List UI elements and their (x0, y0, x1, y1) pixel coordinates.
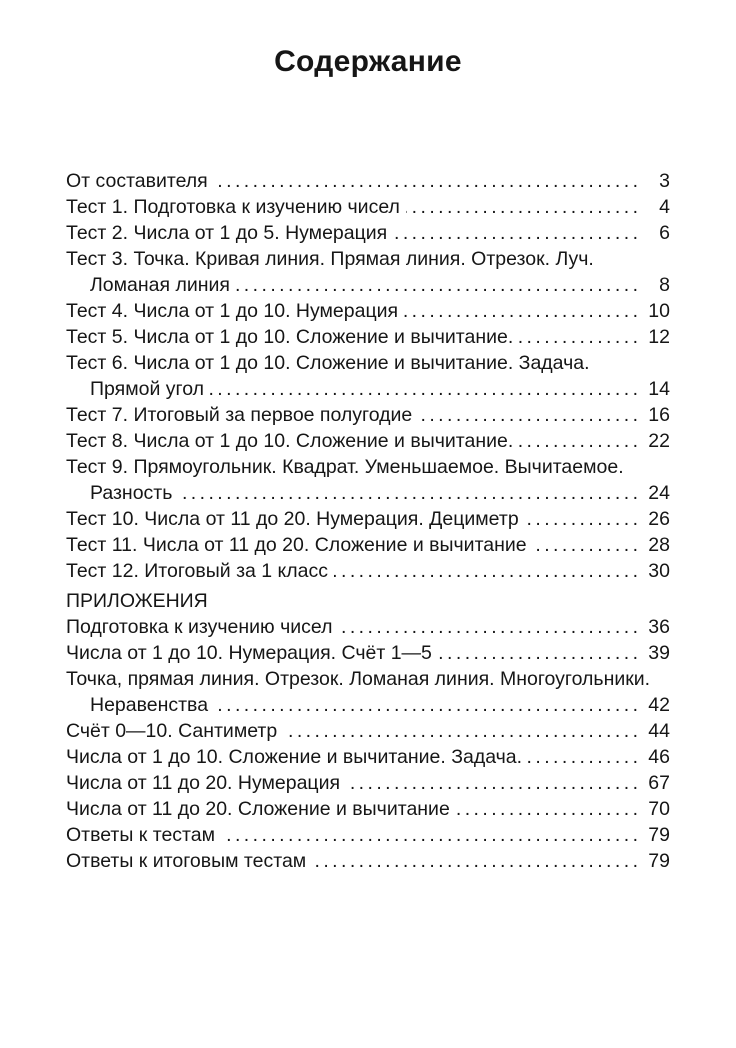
page-number: 22 (648, 430, 670, 452)
page-number: 79 (648, 850, 670, 872)
page-number: 12 (648, 326, 670, 348)
dot-leader (210, 376, 638, 402)
toc-entry-continuation (66, 692, 670, 718)
toc-entry-line (66, 454, 670, 480)
page-number: 70 (648, 798, 670, 820)
entry-text: Тест 12. Итоговый за 1 класс (66, 560, 329, 582)
entry-text: Тест 9. Прямоугольник. Квадрат. Уменьшаемое. Вычитаемое. (66, 456, 624, 478)
entry-text: Тест 6. Числа от 1 до 10. Сложение и вычитание. Задача. (66, 352, 590, 374)
dot-leader (178, 480, 638, 506)
entry-text: Числа от 11 до 20. Сложение и вычитание (66, 798, 450, 820)
page-number: 10 (648, 300, 670, 322)
entry-text: Ломаная линия (90, 274, 230, 296)
entry-text: Тест 7. Итоговый за первое полугодие (66, 404, 413, 426)
toc-entry-line (66, 770, 670, 796)
toc-entry-continuation (66, 272, 670, 298)
entry-text: Подготовка к изучению чисел (66, 616, 333, 638)
page-number: 79 (648, 824, 670, 846)
toc-entry-line (66, 718, 670, 744)
toc-entry-line (66, 220, 670, 246)
entry-text: Ответы к тестам (66, 824, 216, 846)
page-number: 44 (648, 720, 670, 742)
toc-entry-line (66, 324, 670, 350)
dot-leader (525, 506, 638, 532)
dot-leader (334, 558, 638, 584)
entry-text: Ответы к итоговым тестам (66, 850, 307, 872)
dot-leader (406, 194, 638, 220)
entry-text: Тест 2. Числа от 1 до 5. Нумерация (66, 222, 388, 244)
toc-entry-line (66, 298, 670, 324)
entry-text: Числа от 1 до 10. Нумерация. Счёт 1—5 (66, 642, 432, 664)
dot-leader (404, 298, 638, 324)
toc-entry-line (66, 194, 670, 220)
entry-text: Тест 3. Точка. Кривая линия. Прямая линия. Отрезок. Луч. (66, 248, 594, 270)
toc-list (66, 168, 670, 874)
toc-entry-line (66, 640, 670, 666)
entry-text: Тест 8. Числа от 1 до 10. Сложение и вычитание. (66, 430, 514, 452)
page-number: 30 (648, 560, 670, 582)
toc-entry-line (66, 822, 670, 848)
toc-entry-line (66, 506, 670, 532)
dot-leader (346, 770, 638, 796)
toc-entry-continuation (66, 376, 670, 402)
dot-leader (283, 718, 638, 744)
dot-leader (338, 614, 638, 640)
toc-entry-line (66, 848, 670, 874)
dot-leader (214, 168, 638, 194)
entry-text: Неравенства (90, 694, 209, 716)
toc-entry-line (66, 350, 670, 376)
toc-entry-continuation (66, 480, 670, 506)
entry-text: От составителя (66, 170, 208, 192)
entry-text: Прямой угол (90, 378, 204, 400)
page-number: 28 (648, 534, 670, 556)
dot-leader (456, 796, 638, 822)
page-number: 36 (648, 616, 670, 638)
toc-entry-line (66, 666, 670, 692)
dot-leader (418, 402, 638, 428)
entry-text: Точка, прямая линия. Отрезок. Ломаная линия. Многоугольники. (66, 668, 651, 690)
page-number: 46 (648, 746, 670, 768)
toc-entry-line (66, 744, 670, 770)
page-number: 42 (648, 694, 670, 716)
page-number: 39 (648, 642, 670, 664)
page-number: 14 (648, 378, 670, 400)
toc-entry-line (66, 168, 670, 194)
page-number: 16 (648, 404, 670, 426)
page-number: 6 (659, 222, 670, 244)
entry-text: Тест 1. Подготовка к изучению чисел (66, 196, 400, 218)
dot-leader (214, 692, 638, 718)
section-header-prilozheniya (66, 588, 670, 614)
entry-text: Тест 5. Числа от 1 до 10. Сложение и вычитание. (66, 326, 514, 348)
toc-entry-line (66, 532, 670, 558)
page-number: 3 (659, 170, 670, 192)
entry-text: Тест 10. Числа от 11 до 20. Нумерация. Дециметр (66, 508, 519, 530)
toc-entry-line (66, 428, 670, 454)
page-number: 8 (659, 274, 670, 296)
toc-entry-line (66, 246, 670, 272)
dot-leader (312, 848, 638, 874)
section-header-text: ПРИЛОЖЕНИЯ (66, 590, 208, 612)
entry-text: Тест 4. Числа от 1 до 10. Нумерация (66, 300, 399, 322)
entry-text: Числа от 11 до 20. Нумерация (66, 772, 341, 794)
page-number: 67 (648, 772, 670, 794)
dot-leader (393, 220, 638, 246)
entry-text: Счёт 0—10. Сантиметр (66, 720, 278, 742)
dot-leader (221, 822, 638, 848)
toc-entry-line (66, 796, 670, 822)
toc-entry-line (66, 558, 670, 584)
page-title: Содержание (274, 45, 462, 78)
entry-text: Тест 11. Числа от 11 до 20. Сложение и вычитание (66, 534, 527, 556)
page-number: 26 (648, 508, 670, 530)
dot-leader (438, 640, 638, 666)
dot-leader (519, 428, 638, 454)
page-number: 4 (659, 196, 670, 218)
toc-entry-line (66, 402, 670, 428)
dot-leader (528, 744, 638, 770)
page-number: 24 (648, 482, 670, 504)
toc-entry-line (66, 614, 670, 640)
entry-text: Числа от 1 до 10. Сложение и вычитание. Задача. (66, 746, 523, 768)
dot-leader (519, 324, 638, 350)
dot-leader (236, 272, 638, 298)
entry-text: Разность (90, 482, 173, 504)
dot-leader (533, 532, 638, 558)
